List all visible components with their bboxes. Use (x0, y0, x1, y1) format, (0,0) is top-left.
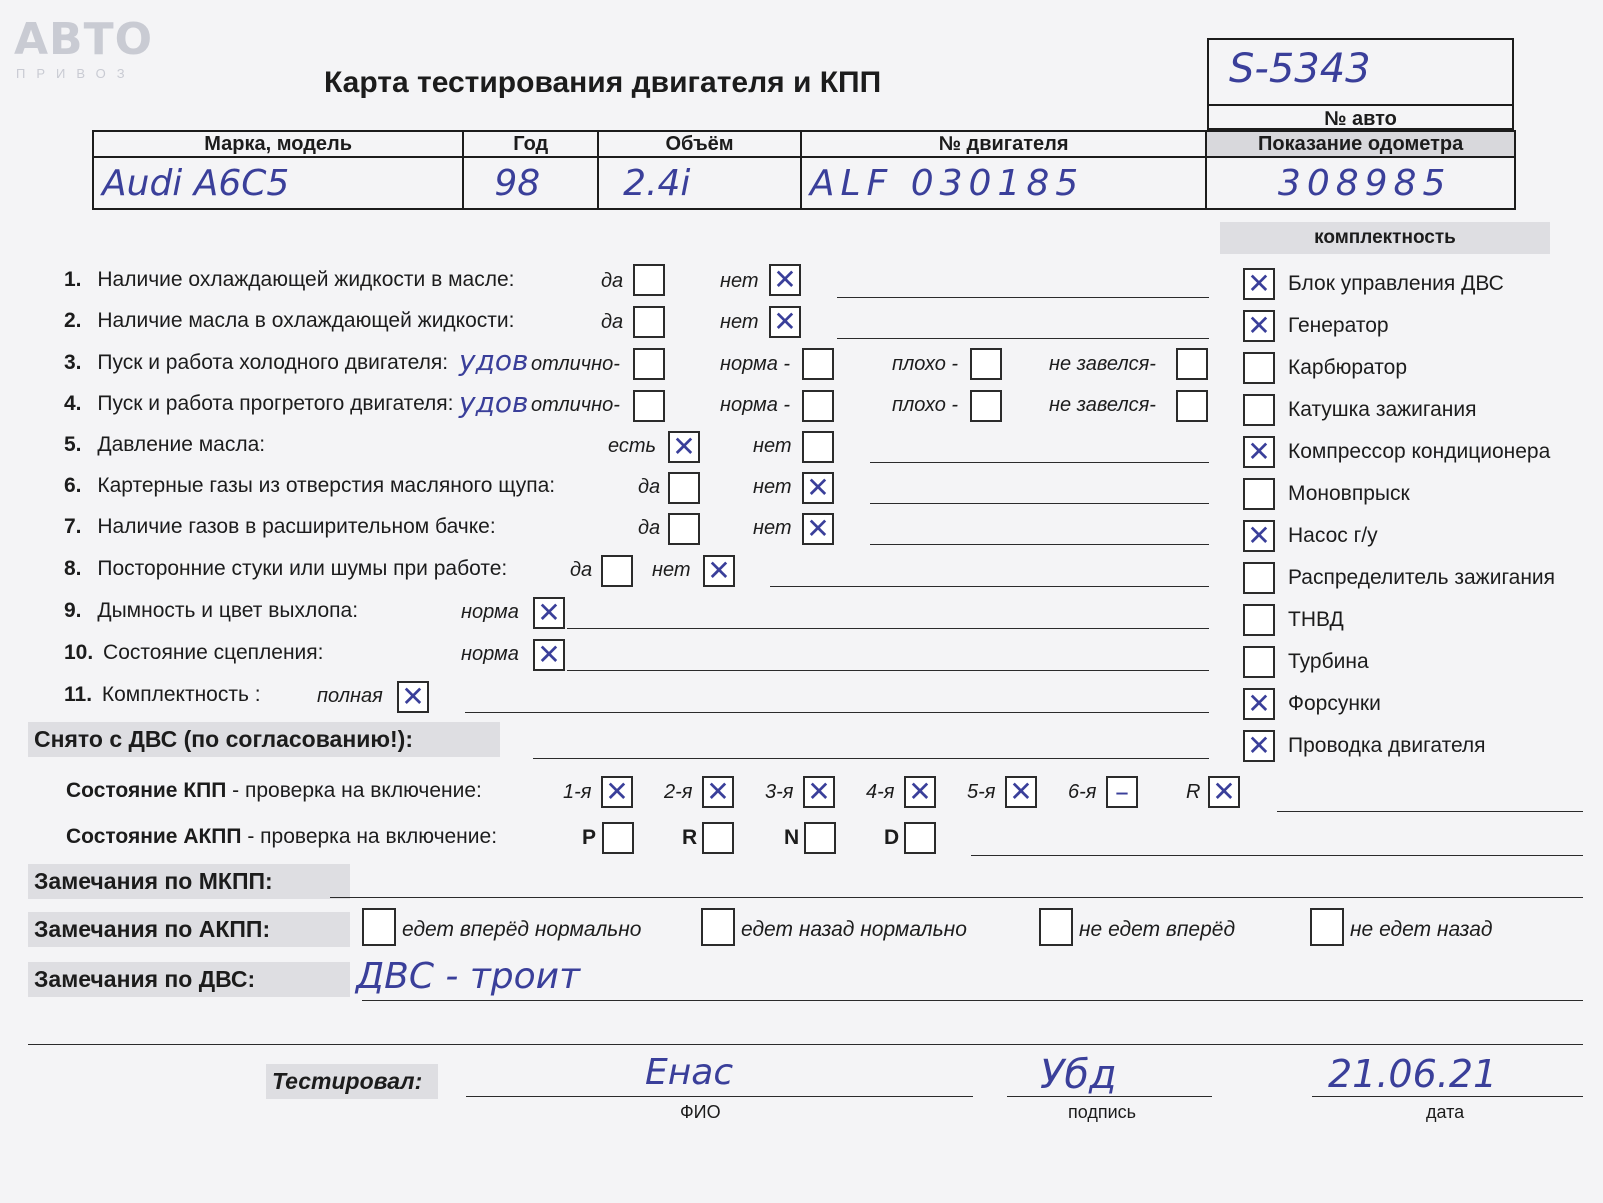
note-line (465, 712, 1209, 713)
note-line (837, 338, 1209, 339)
kpp-label (66, 779, 482, 803)
komplektnost-item-label: Проводка двигателя (1288, 734, 1486, 757)
akpp-remark-label: не едет назад (1350, 918, 1493, 941)
checkbox-yes[interactable] (633, 306, 665, 338)
akpp-remark-checkbox[interactable] (1310, 908, 1344, 946)
checkbox-no[interactable]: ✕ (802, 472, 834, 504)
option-label: плохо - (892, 353, 959, 375)
option-label: норма - (720, 353, 791, 375)
option-label: да (570, 559, 593, 581)
note-line (567, 628, 1209, 629)
remarks-dvs-value: ДВС - троит (356, 956, 581, 997)
car-number-box (1207, 38, 1514, 130)
gear-label: 6-я (1068, 781, 1097, 803)
row-text: Картерные газы из отверстия масляного щупа: (97, 474, 556, 497)
row-number: 1. (64, 268, 82, 291)
row-1 (64, 268, 514, 292)
option-label: нет (753, 517, 792, 539)
komplektnost-item-label: Форсунки (1288, 692, 1381, 715)
date-label: дата (1426, 1102, 1465, 1122)
row-text: Наличие охлаждающей жидкости в масле: (97, 268, 515, 291)
komplektnost-checkbox[interactable] (1243, 478, 1275, 510)
row-5 (64, 433, 265, 457)
car-number-label: № авто (1209, 104, 1512, 132)
akpp-mode-checkbox[interactable] (804, 822, 836, 854)
tested-label: Тестировал: (266, 1064, 438, 1099)
komplektnost-item-label: Генератор (1288, 314, 1389, 337)
komplektnost-item-label: Компрессор кондиционера (1288, 440, 1551, 463)
gear-checkbox[interactable]: ✕ (803, 776, 835, 808)
checkbox-yes[interactable] (601, 555, 633, 587)
removed-label: Снято с ДВС (по согласованию!): (28, 722, 500, 757)
note-line (770, 586, 1209, 587)
removed-line (533, 758, 1209, 759)
fio-label: ФИО (680, 1102, 721, 1122)
komplektnost-checkbox[interactable]: ✕ (1243, 436, 1275, 468)
odometer-value: 308985 (1206, 157, 1515, 209)
komplektnost-title: комплектность (1220, 222, 1550, 254)
gear-label: R (1186, 781, 1201, 803)
komplektnost-checkbox[interactable] (1243, 352, 1275, 384)
car-number-value: S-5343 (1229, 46, 1371, 92)
row-number: 5. (64, 433, 82, 456)
brand-value: Audi A6C5 (93, 157, 463, 209)
checkbox-no[interactable]: ✕ (703, 555, 735, 587)
logo: АВТО (14, 14, 154, 65)
checkbox-full[interactable]: ✕ (397, 681, 429, 713)
checkbox-no[interactable]: ✕ (802, 513, 834, 545)
row-text: Наличие газов в расширительном бачке: (97, 515, 496, 538)
gear-checkbox[interactable]: ✕ (601, 776, 633, 808)
akpp-label-rest: - проверка на включение: (241, 825, 498, 848)
option-label: да (601, 311, 624, 333)
note-line (870, 503, 1209, 504)
engine-value: ALF 030185 (801, 157, 1206, 209)
gear-label: 3-я (765, 781, 794, 803)
checkbox-yes[interactable]: ✕ (668, 431, 700, 463)
row-text: Давление масла: (97, 433, 266, 456)
row-number: 3. (64, 351, 82, 374)
checkbox-excellent[interactable] (633, 348, 665, 380)
checkbox-bad[interactable] (970, 390, 1002, 422)
remarks-mkpp-label: Замечания по МКПП: (28, 864, 350, 899)
option-label: есть (608, 435, 657, 457)
akpp-mode-label: D (884, 826, 900, 849)
option-label: нет (720, 311, 759, 333)
checkbox-yes[interactable] (668, 472, 700, 504)
option-label: не завелся- (1049, 394, 1156, 416)
row-text: Пуск и работа прогретого двигателя: (97, 392, 454, 415)
gear-checkbox[interactable]: ✕ (1208, 776, 1240, 808)
checkbox-normal[interactable] (802, 390, 834, 422)
row-number: 2. (64, 309, 82, 332)
row-text: Посторонние стуки или шумы при работе: (97, 557, 508, 580)
akpp-label (66, 825, 497, 849)
brand-label: Марка, модель (93, 131, 463, 157)
komplektnost-checkbox[interactable]: ✕ (1243, 688, 1275, 720)
fio-value: Енас (645, 1052, 734, 1093)
logo-subtitle: ПРИВОЗ (16, 66, 136, 81)
komplektnost-item-label: Карбюратор (1288, 356, 1408, 379)
row-number: 4. (64, 392, 82, 415)
option-label: нет (652, 559, 691, 581)
akpp-remark-label: едет назад нормально (741, 918, 967, 941)
komplektnost-checkbox[interactable]: ✕ (1243, 268, 1275, 300)
option-label: да (638, 517, 661, 539)
remarks-mkpp-line (330, 897, 1583, 898)
row-4 (64, 392, 454, 416)
gear-label: 2-я (664, 781, 693, 803)
row-number: 7. (64, 515, 82, 538)
date-line (1312, 1096, 1583, 1097)
row-6 (64, 474, 555, 498)
engine-label: № двигателя (801, 131, 1206, 157)
komplektnost-item-label: Катушка зажигания (1288, 398, 1477, 421)
row-text: Дымность и цвет выхлопа: (97, 599, 359, 622)
komplektnost-item-label: ТНВД (1288, 608, 1344, 631)
sign-line (1007, 1096, 1212, 1097)
akpp-mode-label: N (784, 826, 800, 849)
note-line (870, 544, 1209, 545)
year-value: 98 (463, 157, 598, 209)
akpp-label-bold: Состояние АКПП (66, 825, 242, 848)
row-text: Наличие масла в охлаждающей жидкости: (97, 309, 515, 332)
komplektnost-checkbox[interactable]: ✕ (1243, 520, 1275, 552)
option-label: норма - (720, 394, 791, 416)
note-line (870, 462, 1209, 463)
checkbox-yes[interactable] (668, 513, 700, 545)
option-label: отлично- (531, 394, 620, 416)
option-label: отлично- (531, 353, 620, 375)
volume-value: 2.4i (598, 157, 801, 209)
gear-checkbox[interactable]: ✕ (702, 776, 734, 808)
checkbox-no[interactable]: ✕ (769, 264, 801, 296)
gear-label: 5-я (967, 781, 996, 803)
komplektnost-item-label: Блок управления ДВС (1288, 272, 1504, 295)
komplektnost-item-label: Турбина (1288, 650, 1369, 673)
row-11 (64, 683, 261, 707)
gear-checkbox[interactable]: ✕ (1005, 776, 1037, 808)
row-number: 9. (64, 599, 82, 622)
akpp-remark-label: едет вперёд нормально (402, 918, 642, 941)
row-number: 11. (64, 683, 93, 706)
gear-checkbox[interactable]: ✕ (904, 776, 936, 808)
note-line (567, 670, 1209, 671)
option-label: плохо - (892, 394, 959, 416)
row-text: Состояние сцепления: (103, 641, 324, 664)
checkbox-no-start[interactable] (1176, 390, 1208, 422)
row-10 (64, 641, 323, 665)
row-text: Комплектность : (101, 683, 261, 706)
note-line (837, 297, 1209, 298)
row-number: 8. (64, 557, 82, 580)
header-table (92, 130, 1516, 210)
checkbox-normal[interactable]: ✕ (533, 639, 565, 671)
date-value: 21.06.21 (1328, 1052, 1498, 1096)
row-3 (64, 351, 448, 375)
option-label: да (638, 476, 661, 498)
fio-line (466, 1096, 973, 1097)
gear-checkbox[interactable]: – (1106, 776, 1138, 808)
akpp-remark-label: не едет вперёд (1079, 918, 1236, 941)
handwritten-note: удов (459, 386, 529, 419)
row-7 (64, 515, 496, 539)
row-number: 6. (64, 474, 82, 497)
akpp-mode-label: R (682, 826, 698, 849)
option-label: не завелся- (1049, 353, 1156, 375)
komplektnost-checkbox[interactable] (1243, 646, 1275, 678)
checkbox-yes[interactable] (633, 264, 665, 296)
odometer-label: Показание одометра (1206, 131, 1515, 157)
kpp-label-bold: Состояние КПП (66, 779, 227, 802)
komplektnost-checkbox[interactable] (1243, 394, 1275, 426)
komplektnost-checkbox[interactable] (1243, 604, 1275, 636)
row-8 (64, 557, 507, 581)
sign-label: подпись (1068, 1102, 1137, 1122)
komplektnost-item-label: Распределитель зажигания (1288, 566, 1556, 589)
row-2 (64, 309, 514, 333)
checkbox-normal[interactable]: ✕ (533, 597, 565, 629)
checkbox-no[interactable] (802, 431, 834, 463)
checkbox-no-start[interactable] (1176, 348, 1208, 380)
checkbox-normal[interactable] (802, 348, 834, 380)
remarks-extra-line (28, 1044, 1583, 1045)
row-number: 10. (64, 641, 94, 664)
row-9 (64, 599, 358, 623)
akpp-remark-checkbox[interactable] (1039, 908, 1073, 946)
akpp-mode-checkbox[interactable] (702, 822, 734, 854)
option-label: нет (753, 476, 792, 498)
signature: Убд (1040, 1052, 1117, 1098)
akpp-mode-label: P (582, 826, 597, 849)
akpp-mode-checkbox[interactable] (602, 822, 634, 854)
akpp-remark-checkbox[interactable] (701, 908, 735, 946)
kpp-note-line (1277, 811, 1583, 812)
option-label: да (601, 270, 624, 292)
option-label: нет (720, 270, 759, 292)
komplektnost-checkbox[interactable]: ✕ (1243, 310, 1275, 342)
option-label: норма (461, 601, 519, 623)
handwritten-note: удов (459, 344, 529, 377)
akpp-note-line (971, 855, 1583, 856)
kpp-label-rest: - проверка на включение: (226, 779, 482, 802)
remarks-dvs-label: Замечания по ДВС: (28, 962, 350, 997)
akpp-remark-checkbox[interactable] (362, 908, 396, 946)
gear-label: 1-я (563, 781, 592, 803)
year-label: Год (463, 131, 598, 157)
checkbox-excellent[interactable] (633, 390, 665, 422)
option-label: норма (461, 643, 519, 665)
option-label: нет (753, 435, 792, 457)
komplektnost-checkbox[interactable]: ✕ (1243, 730, 1275, 762)
akpp-mode-checkbox[interactable] (904, 822, 936, 854)
checkbox-no[interactable]: ✕ (769, 306, 801, 338)
remarks-dvs-line (362, 1000, 1583, 1001)
row-text: Пуск и работа холодного двигателя: (97, 351, 449, 374)
page-title: Карта тестирования двигателя и КПП (324, 66, 882, 99)
komplektnost-checkbox[interactable] (1243, 562, 1275, 594)
gear-label: 4-я (866, 781, 895, 803)
option-label: полная (317, 685, 383, 707)
komplektnost-item-label: Насос г/у (1288, 524, 1378, 547)
volume-label: Объём (598, 131, 801, 157)
komplektnost-item-label: Моновпрыск (1288, 482, 1410, 505)
checkbox-bad[interactable] (970, 348, 1002, 380)
remarks-akpp-label: Замечания по АКПП: (28, 912, 350, 947)
